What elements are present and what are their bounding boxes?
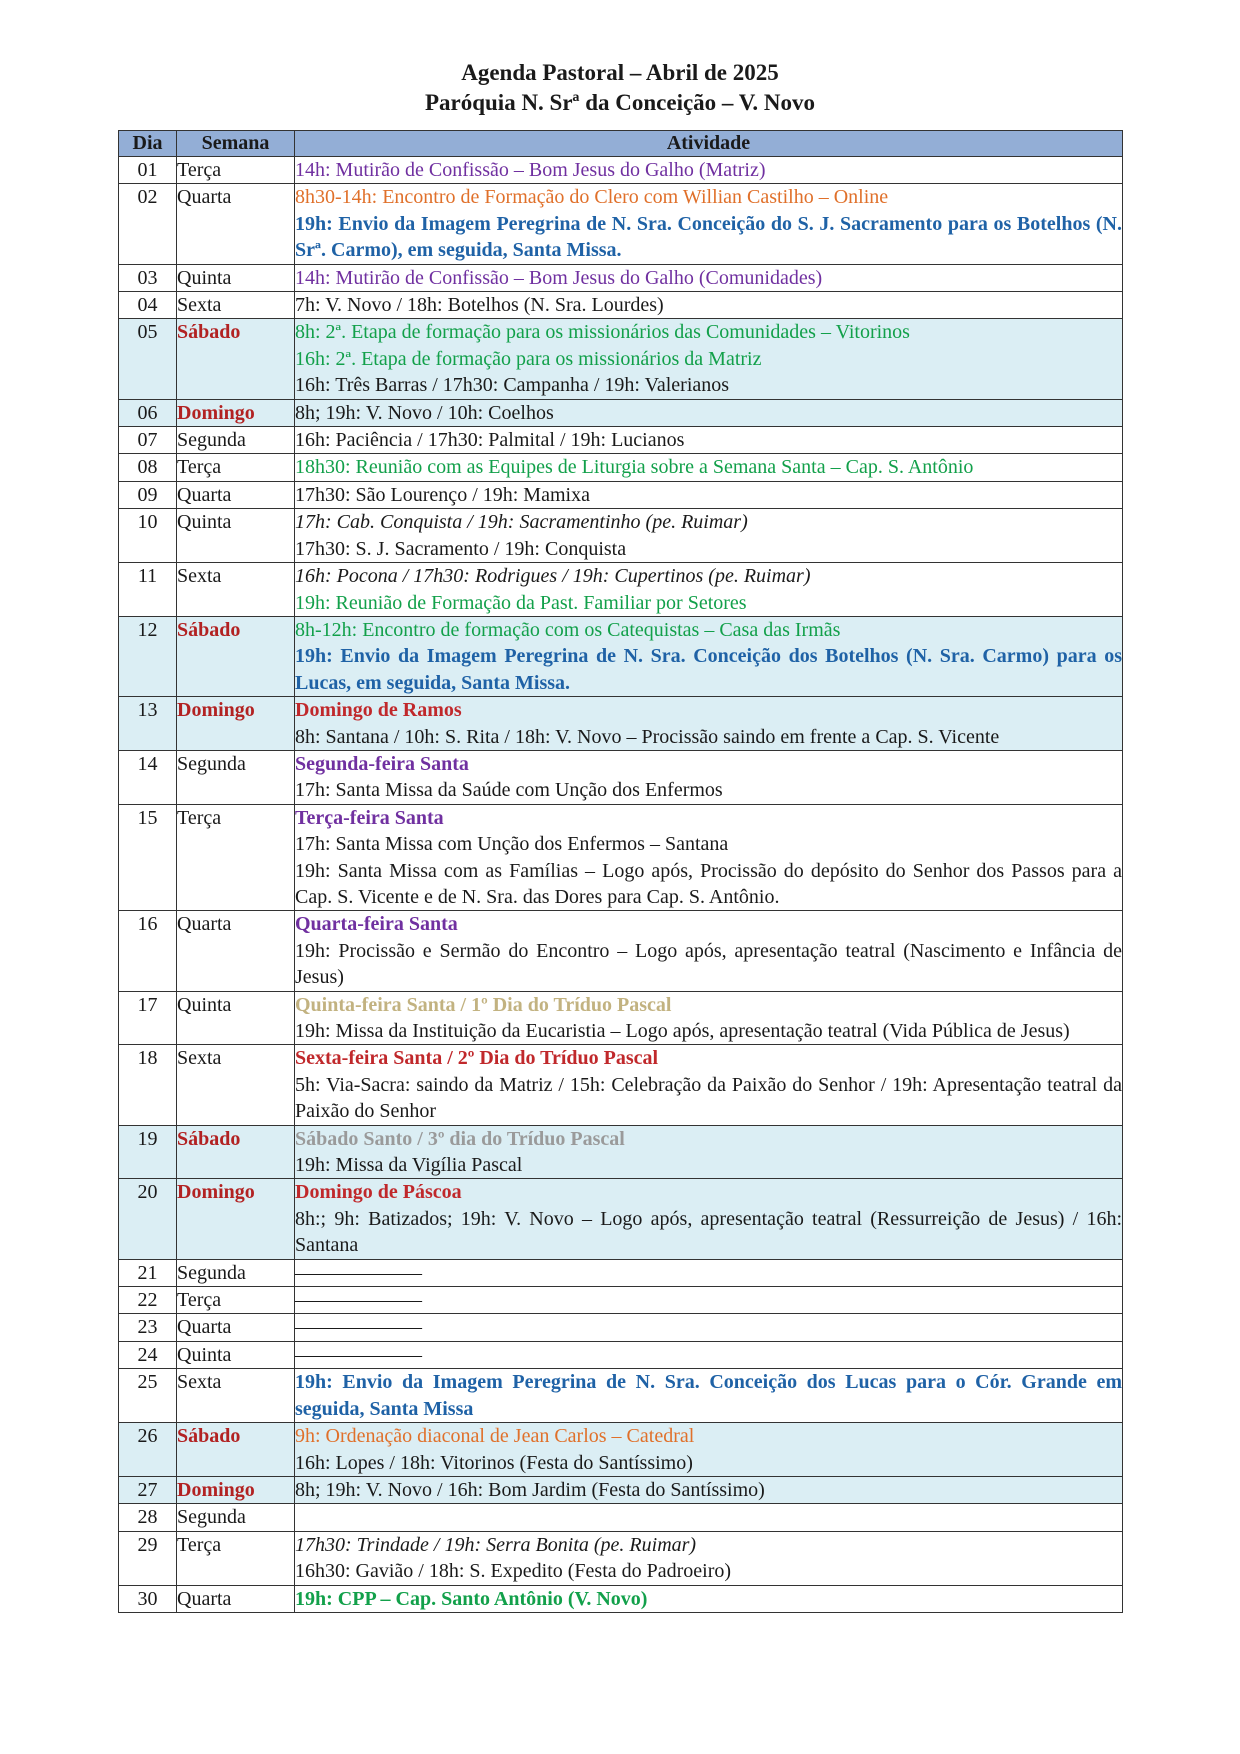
activity-line: ––––––––––––––: [295, 1289, 421, 1312]
table-row: [119, 399, 1123, 426]
activity-line: 19h: CPP – Cap. Santo Antônio (V. Novo): [295, 1587, 648, 1610]
activity-cell: [295, 427, 1123, 454]
activity-cell: [295, 911, 1123, 991]
table-row: [119, 1287, 1123, 1314]
activity-line: 17h30: Trindade / 19h: Serra Bonita (pe. Ruimar): [295, 1533, 697, 1556]
table-row: [119, 454, 1123, 481]
table-row: [119, 184, 1123, 264]
weekday-name: Sexta: [177, 292, 295, 319]
activity-line: 19h: Envio da Imagem Peregrina de N. Sra. Conceição dos Botelhos (N. Sra. Carmo) para os Lucas, em seguida, Santa Missa.: [295, 645, 1122, 694]
day-number: 08: [119, 454, 177, 481]
activity-line: 17h30: S. J. Sacramento / 19h: Conquista: [295, 537, 627, 560]
activity-cell: [295, 454, 1123, 481]
weekday-name: Quarta: [177, 184, 295, 264]
table-row: [119, 1369, 1123, 1423]
weekday-name: Segunda: [177, 750, 295, 804]
activity-cell: [295, 1504, 1123, 1531]
table-row: [119, 1125, 1123, 1179]
day-number: 12: [119, 616, 177, 696]
activity-line: 19h: Reunião de Formação da Past. Familiar por Setores: [295, 591, 747, 614]
activity-line: Quarta-feira Santa: [295, 913, 458, 936]
day-number: 28: [119, 1504, 177, 1531]
weekday-name: Domingo: [177, 697, 295, 751]
activity-line: Domingo de Ramos: [295, 699, 462, 722]
activity-line: ––––––––––––––: [295, 1316, 421, 1339]
activity-line: 8h:; 9h: Batizados; 19h: V. Novo – Logo após, apresentação teatral (Ressurreição de Jesus) / 16h: Santana: [295, 1207, 1122, 1257]
weekday-name: Sexta: [177, 1369, 295, 1423]
day-number: 10: [119, 509, 177, 563]
activity-cell: [295, 184, 1123, 264]
weekday-name: Sábado: [177, 1423, 295, 1477]
weekday-name: Sábado: [177, 616, 295, 696]
activity-cell: [295, 1259, 1123, 1286]
table-row: [119, 1179, 1123, 1259]
weekday-name: Segunda: [177, 1259, 295, 1286]
document-title: Agenda Pastoral – Abril de 2025: [461, 60, 779, 85]
weekday-name: Terça: [177, 1531, 295, 1585]
activity-line: ––––––––––––––: [295, 1261, 421, 1284]
table-row: [119, 1045, 1123, 1125]
day-number: 26: [119, 1423, 177, 1477]
weekday-name: Terça: [177, 804, 295, 911]
table-row: [119, 697, 1123, 751]
table-row: [119, 1314, 1123, 1341]
day-number: 21: [119, 1259, 177, 1286]
activity-cell: [295, 1125, 1123, 1179]
day-number: 27: [119, 1476, 177, 1503]
table-row: [119, 427, 1123, 454]
day-number: 17: [119, 991, 177, 1045]
activity-line: 19h: Santa Missa com as Famílias – Logo após, Procissão do depósito do Senhor dos Passos para a Cap. S. Vicente e de N. Sra. das Dores para Cap. S. Antônio.: [295, 859, 1122, 908]
table-row: [119, 804, 1123, 911]
table-row: [119, 750, 1123, 804]
day-number: 03: [119, 264, 177, 291]
day-number: 29: [119, 1531, 177, 1585]
activity-line: 19h: Procissão e Sermão do Encontro – Logo após, apresentação teatral (Nascimento e Infância de Jesus): [295, 939, 1122, 989]
day-number: 06: [119, 399, 177, 426]
column-header-dia: Dia: [119, 131, 177, 157]
activity-line: 17h30: São Lourenço / 19h: Mamixa: [295, 483, 590, 506]
table-row: [119, 1504, 1123, 1531]
day-number: 20: [119, 1179, 177, 1259]
day-number: 25: [119, 1369, 177, 1423]
day-number: 19: [119, 1125, 177, 1179]
activity-line: 8h-12h: Encontro de formação com os Catequistas – Casa das Irmãs: [295, 618, 841, 641]
agenda-body: [119, 157, 1123, 1613]
activity-cell: [295, 563, 1123, 617]
weekday-name: Quinta: [177, 991, 295, 1045]
activity-cell: [295, 264, 1123, 291]
activity-line: 8h30-14h: Encontro de Formação do Clero com Willian Castilho – Online: [295, 186, 889, 209]
activity-cell: [295, 1476, 1123, 1503]
activity-cell: [295, 481, 1123, 508]
activity-cell: [295, 1287, 1123, 1314]
weekday-name: Terça: [177, 157, 295, 184]
activity-cell: [295, 1314, 1123, 1341]
table-row: [119, 157, 1123, 184]
activity-line: 16h: 2ª. Etapa de formação para os missionários da Matriz: [295, 347, 762, 370]
activity-line: 8h: Santana / 10h: S. Rita / 18h: V. Novo – Procissão saindo em frente a Cap. S. Vicente: [295, 725, 1000, 748]
activity-line: 16h30: Gavião / 18h: S. Expedito (Festa do Padroeiro): [295, 1560, 732, 1583]
day-number: 13: [119, 697, 177, 751]
weekday-name: Quinta: [177, 264, 295, 291]
activity-line: 16h: Lopes / 18h: Vitorinos (Festa do Santíssimo): [295, 1451, 693, 1474]
day-number: 14: [119, 750, 177, 804]
activity-line: 7h: V. Novo / 18h: Botelhos (N. Sra. Lourdes): [295, 294, 664, 317]
activity-line: Quinta-feira Santa / 1º Dia do Tríduo Pascal: [295, 993, 672, 1016]
activity-cell: [295, 1369, 1123, 1423]
weekday-name: Domingo: [177, 399, 295, 426]
activity-cell: [295, 399, 1123, 426]
day-number: 11: [119, 563, 177, 617]
table-row: [119, 292, 1123, 319]
day-number: 09: [119, 481, 177, 508]
activity-cell: [295, 1045, 1123, 1125]
activity-cell: [295, 1531, 1123, 1585]
table-row: [119, 616, 1123, 696]
weekday-name: Quarta: [177, 481, 295, 508]
activity-line: ––––––––––––––: [295, 1343, 421, 1366]
weekday-name: Quarta: [177, 1585, 295, 1612]
weekday-name: Sábado: [177, 319, 295, 399]
table-row: [119, 1585, 1123, 1612]
day-number: 01: [119, 157, 177, 184]
table-row: [119, 264, 1123, 291]
activity-line: 17h: Cab. Conquista / 19h: Sacramentinho (pe. Ruimar): [295, 511, 748, 534]
table-row: [119, 1531, 1123, 1585]
day-number: 02: [119, 184, 177, 264]
activity-line: Sexta-feira Santa / 2º Dia do Tríduo Pascal: [295, 1047, 659, 1070]
table-row: [119, 1423, 1123, 1477]
day-number: 07: [119, 427, 177, 454]
activity-line: 14h: Mutirão de Confissão – Bom Jesus do Galho (Comunidades): [295, 266, 823, 289]
column-header-semana: Semana: [177, 131, 295, 157]
weekday-name: Sábado: [177, 1125, 295, 1179]
weekday-name: Segunda: [177, 427, 295, 454]
day-number: 15: [119, 804, 177, 911]
weekday-name: Quarta: [177, 1314, 295, 1341]
activity-cell: [295, 1179, 1123, 1259]
activity-line: 9h: Ordenação diaconal de Jean Carlos – Catedral: [295, 1425, 695, 1448]
activity-line: 17h: Santa Missa da Saúde com Unção dos Enfermos: [295, 779, 723, 802]
activity-cell: [295, 750, 1123, 804]
table-row: [119, 319, 1123, 399]
activity-line: 8h; 19h: V. Novo / 16h: Bom Jardim (Festa do Santíssimo): [295, 1478, 765, 1501]
activity-line: 8h; 19h: V. Novo / 10h: Coelhos: [295, 401, 554, 424]
weekday-name: Sexta: [177, 563, 295, 617]
activity-line: 17h: Santa Missa com Unção dos Enfermos – Santana: [295, 833, 729, 856]
activity-cell: [295, 1585, 1123, 1612]
activity-line: 14h: Mutirão de Confissão – Bom Jesus do Galho (Matriz): [295, 159, 766, 181]
weekday-name: Quinta: [177, 509, 295, 563]
activity-line: 19h: Missa da Instituição da Eucaristia – Logo após, apresentação teatral (Vida Pública de Jesus): [295, 1020, 1070, 1042]
day-number: 30: [119, 1585, 177, 1612]
table-row: [119, 563, 1123, 617]
activity-line: 18h30: Reunião com as Equipes de Liturgia sobre a Semana Santa – Cap. S. Antônio: [295, 456, 974, 479]
activity-cell: [295, 292, 1123, 319]
table-row: [119, 1341, 1123, 1368]
weekday-name: Domingo: [177, 1476, 295, 1503]
activity-line: 19h: Envio da Imagem Peregrina de N. Sra. Conceição do S. J. Sacramento para os Botelhos (N. Srª. Carmo), em seguida, Santa Missa.: [295, 212, 1122, 262]
day-number: 22: [119, 1287, 177, 1314]
activity-line: 19h: Envio da Imagem Peregrina de N. Sra. Conceição dos Lucas para o Cór. Grande em seguida, Santa Missa: [295, 1371, 1122, 1420]
activity-line: Sábado Santo / 3º dia do Tríduo Pascal: [295, 1127, 625, 1150]
activity-cell: [295, 616, 1123, 696]
activity-line: 16h: Três Barras / 17h30: Campanha / 19h: Valerianos: [295, 374, 730, 397]
table-header-row: [119, 131, 1123, 157]
table-row: [119, 481, 1123, 508]
agenda-table: [118, 130, 1123, 1613]
day-number: 04: [119, 292, 177, 319]
column-header-atividade: Atividade: [295, 131, 1123, 157]
table-row: [119, 1476, 1123, 1503]
day-number: 16: [119, 911, 177, 991]
weekday-name: Sexta: [177, 1045, 295, 1125]
activity-cell: [295, 697, 1123, 751]
table-row: [119, 1259, 1123, 1286]
activity-cell: [295, 509, 1123, 563]
activity-line: Terça-feira Santa: [295, 806, 444, 829]
weekday-name: Quinta: [177, 1341, 295, 1368]
activity-line: 8h: 2ª. Etapa de formação para os missionários das Comunidades – Vitorinos: [295, 321, 910, 344]
activity-cell: [295, 319, 1123, 399]
activity-line: Domingo de Páscoa: [295, 1181, 462, 1204]
document-subtitle: Paróquia N. Srª da Conceição – V. Novo: [424, 90, 816, 115]
activity-line: Segunda-feira Santa: [295, 752, 469, 775]
weekday-name: Domingo: [177, 1179, 295, 1259]
document-header: [0, 58, 1240, 118]
activity-line: 5h: Via-Sacra: saindo da Matriz / 15h: Celebração da Paixão do Senhor / 19h: Apresentação teatral da Paixão do Senhor: [295, 1073, 1122, 1123]
day-number: 18: [119, 1045, 177, 1125]
weekday-name: Terça: [177, 1287, 295, 1314]
table-row: [119, 509, 1123, 563]
day-number: 23: [119, 1314, 177, 1341]
activity-line: 19h: Missa da Vigília Pascal: [295, 1154, 523, 1177]
activity-cell: [295, 157, 1123, 184]
activity-line: 16h: Pocona / 17h30: Rodrigues / 19h: Cupertinos (pe. Ruimar): [295, 565, 811, 588]
day-number: 24: [119, 1341, 177, 1368]
activity-cell: [295, 991, 1123, 1045]
activity-cell: [295, 1423, 1123, 1477]
weekday-name: Quarta: [177, 911, 295, 991]
activity-cell: [295, 804, 1123, 911]
weekday-name: Segunda: [177, 1504, 295, 1531]
activity-line: 16h: Paciência / 17h30: Palmital / 19h: Lucianos: [295, 429, 685, 452]
weekday-name: Terça: [177, 454, 295, 481]
table-row: [119, 991, 1123, 1045]
activity-cell: [295, 1341, 1123, 1368]
day-number: 05: [119, 319, 177, 399]
table-row: [119, 911, 1123, 991]
